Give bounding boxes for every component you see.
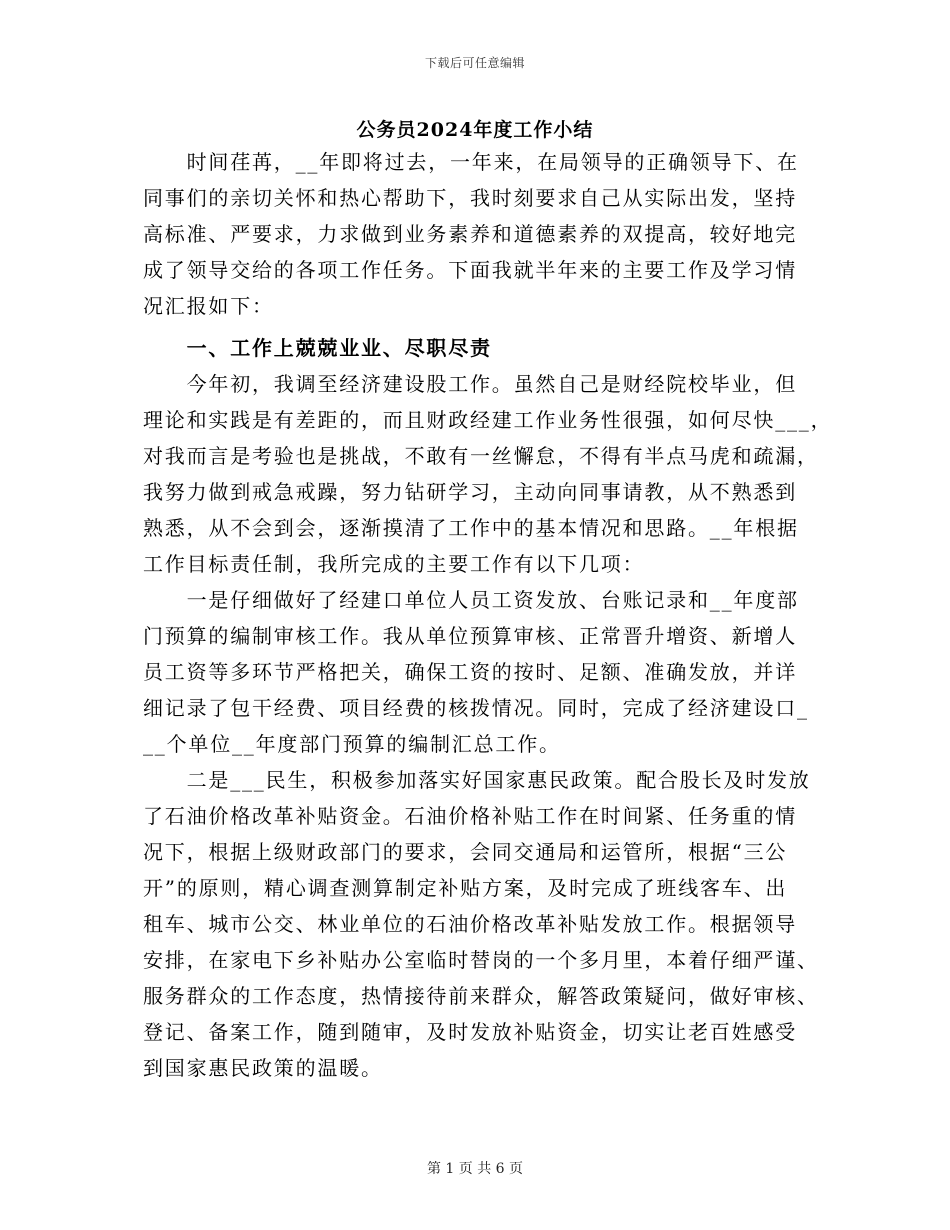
text-line: 细记录了包干经费、项目经费的核拨情况。同时，完成了经济建设口_ <box>143 696 809 720</box>
text-line: 今年初，我调至经济建设股工作。虽然自己是财经院校毕业，但 <box>143 372 797 396</box>
text-line: 熟悉，从不会到会，逐渐摸清了工作中的基本情况和思路。__年根据 <box>143 516 799 540</box>
section-heading: 一、工作上兢兢业业、尽职尽责 <box>143 336 492 360</box>
page-footer: 第 1 页 共 6 页 <box>426 1161 524 1177</box>
text-line: 一是仔细做好了经建口单位人员工资发放、台账记录和__年度部 <box>143 588 799 612</box>
text-line: 开”的原则，精心调查测算制定补贴方案，及时完成了班线客车、出 <box>143 876 788 900</box>
text-line: 理论和实践是有差距的，而且财政经建工作业务性很强，如何尽快___， <box>143 408 833 432</box>
text-line: 我努力做到戒急戒躁，努力钻研学习，主动向同事请教，从不熟悉到 <box>143 480 797 504</box>
text-line: 同事们的亲切关怀和热心帮助下，我时刻要求自己从实际出发，坚持 <box>143 186 797 210</box>
text-line: 时间荏苒，__年即将过去，一年来，在局领导的正确领导下、在 <box>143 150 799 174</box>
text-line: 成了领导交给的各项工作任务。下面我就半年来的主要工作及学习情 <box>143 258 797 282</box>
text-line: __个单位__年度部门预算的编制汇总工作。 <box>143 732 561 756</box>
text-line: 高标准、严要求，力求做到业务素养和道德素养的双提高，较好地完 <box>143 222 797 246</box>
text-line: 员工资等多环节严格把关，确保工资的按时、足额、准确发放，并详 <box>143 660 797 684</box>
text-line: 了石油价格改革补贴资金。石油价格补贴工作在时间紧、任务重的情 <box>143 804 797 828</box>
text-line: 况下，根据上级财政部门的要求，会同交通局和运管所，根据“三公 <box>143 840 788 864</box>
text-line: 到国家惠民政策的温暖。 <box>143 1056 383 1080</box>
text-line: 安排，在家电下乡补贴办公室临时替岗的一个多月里，本着仔细严谨、 <box>143 948 819 972</box>
text-line: 租车、城市公交、林业单位的石油价格改革补贴发放工作。根据领导 <box>143 912 797 936</box>
text-line: 况汇报如下： <box>143 294 274 318</box>
text-line: 工作目标责任制，我所完成的主要工作有以下几项： <box>143 552 645 576</box>
text-line: 对我而言是考验也是挑战，不敢有一丝懈怠，不得有半点马虎和疏漏， <box>143 444 819 468</box>
page-header: 下载后可任意编辑 <box>424 56 525 70</box>
text-line: 二是___民生，积极参加落实好国家惠民政策。配合股长及时发放 <box>143 768 811 792</box>
text-line: 服务群众的工作态度，热情接待前来群众，解答政策疑问，做好审核、 <box>143 984 819 1008</box>
text-line: 门预算的编制审核工作。我从单位预算审核、正常晋升增资、新增人 <box>143 624 797 648</box>
document-title: 公务员2024年度工作小结 <box>356 119 594 141</box>
text-line: 登记、备案工作，随到随审，及时发放补贴资金，切实让老百姓感受 <box>143 1020 797 1044</box>
